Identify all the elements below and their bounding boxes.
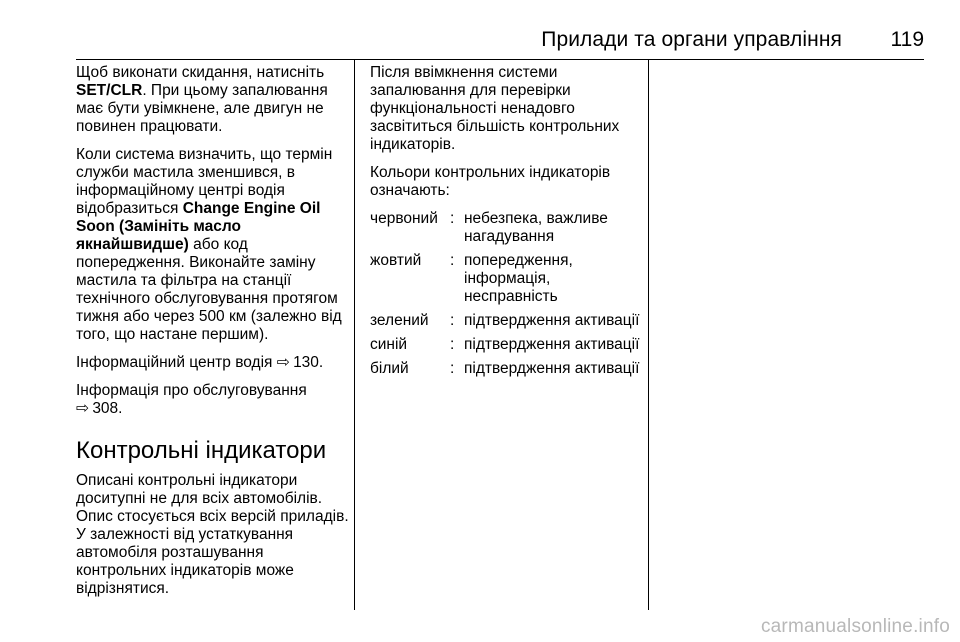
color-row-blue: синій : підтвердження активації	[370, 336, 640, 353]
page-header	[76, 20, 924, 60]
watermark: carmanualsonline.info	[760, 616, 950, 637]
reference-page[interactable]: 308.	[92, 400, 123, 417]
middle-column	[370, 64, 640, 384]
color-row-yellow: жовтий : попередження, інформація, несправність	[370, 252, 573, 305]
page-number: 119	[890, 28, 924, 51]
oil-life-paragraph: Коли система визначить, що термін служби мастила зменшився, в інформаційному центрі водія відобразиться Change Engine Oil Soon (Замініть масло якнайшвидше) або код попередження. Виконайте заміну мастила та фільтра на станції технічного обслуговування протягом тижня або через 500 км (залежно від того, що настане першим).	[76, 146, 342, 343]
color-row-white: білий : підтвердження активації	[370, 360, 640, 377]
indicators-intro: Описані контрольні індикатори доситупні не для всіх автомобілів. Опис стосується всіх версій приладів. У залежності від устаткування автомобіля розташування контрольних індикаторів може відрізнятися.	[76, 472, 349, 597]
change-oil-message: Change Engine Oil Soon (Замініть масло якнайшвидше)	[76, 200, 321, 253]
service-reference: Інформація про обслуговування ⇨ 308.	[76, 382, 307, 417]
dic-reference: Інформаційний центр водія ⇨ 130.	[76, 354, 324, 371]
ignition-paragraph: Після ввімкнення системи запалювання для перевірки функціональності ненадовго засвітиться більшість контрольних індикаторів.	[370, 64, 620, 153]
page-title: Прилади та органи управління	[541, 28, 842, 51]
column-divider-right	[648, 60, 649, 610]
set-clr-term: SET/CLR	[76, 82, 143, 99]
column-divider-left	[354, 60, 355, 610]
colors-intro: Кольори контрольних індикаторів означають:	[370, 164, 611, 199]
color-row-red: червоний : небезпека, важливе нагадування	[370, 210, 608, 245]
arrow-reference-icon: ⇨	[276, 354, 290, 371]
reset-paragraph: Щоб виконати скидання, натисніть SET/CLR. При цьому запалювання має бути увімкнене, але двигун не повинен працювати.	[76, 64, 328, 135]
color-legend	[370, 210, 640, 378]
section-heading: Контрольні індикатори	[76, 437, 327, 464]
reference-page[interactable]: 130.	[293, 354, 324, 371]
left-column	[76, 64, 350, 608]
color-row-green: зелений : підтвердження активації	[370, 312, 640, 329]
arrow-reference-icon: ⇨	[76, 400, 89, 417]
header-divider	[76, 59, 924, 60]
